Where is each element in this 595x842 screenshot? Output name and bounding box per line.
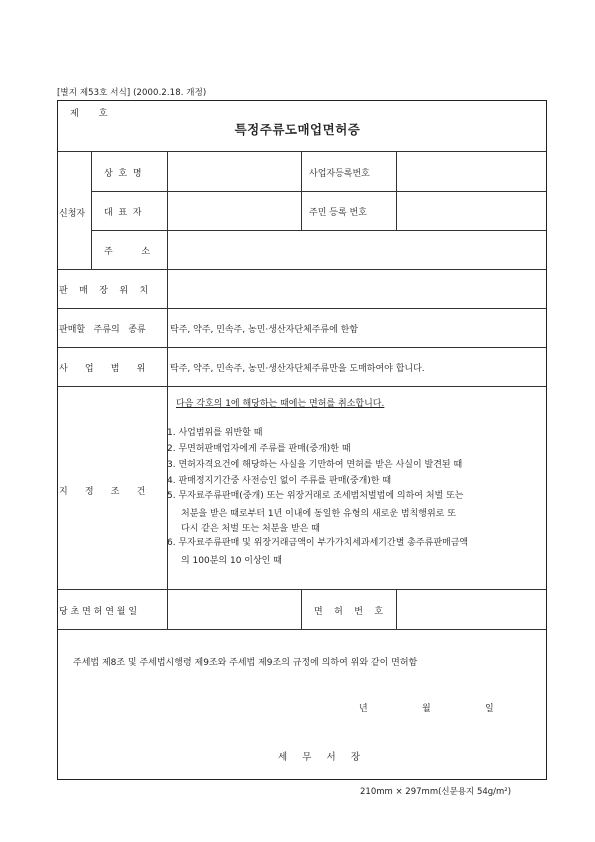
page-title: 특정주류도매업면허증 xyxy=(234,122,361,137)
legal-text: 주세법 제8조 및 주세법시행령 제9조와 주세법 제9조의 규정에 의하여 위와 같이 면허함 xyxy=(73,658,418,668)
initial-license-date-label: 당 초 면 허 연 월 일 xyxy=(59,607,138,617)
condition-item: 6. 무자료주류판매 및 위장거래금액이 부가가치세과세기간별 총주류판매금액 xyxy=(167,538,469,548)
paper-spec-footer: 210mm × 297mm(신문용지 54g/m²) xyxy=(360,787,512,797)
issuing-authority: 세 무 서 장 xyxy=(278,752,361,763)
conditions-intro: 다음 각호의 1에 해당하는 때에는 면허를 취소합니다. xyxy=(176,399,385,409)
date-month-label: 월 xyxy=(422,704,431,714)
representative-label: 대 표 자 xyxy=(104,208,142,218)
business-scope-value: 탁주, 약주, 민속주, 농민·생산자단체주류만을 도매하여야 합니다. xyxy=(170,364,425,374)
doc-number-label: 제 호 xyxy=(70,109,108,119)
date-day-label: 일 xyxy=(485,704,494,714)
conditions-label: 지 정 조 건 xyxy=(59,487,146,497)
business-reg-no-label: 사업자등록번호 xyxy=(309,169,370,179)
applicant-group-label: 신청자 xyxy=(59,209,86,219)
condition-item-cont: 처분을 받은 때로부터 1년 이내에 동일한 유형의 새로운 범칙행위로 또 xyxy=(181,509,456,519)
condition-item-cont: 의 100분의 10 이상인 때 xyxy=(181,556,282,566)
liquor-types-label: 판매할 주류의 종류 xyxy=(59,325,146,335)
business-name-label: 상 호 명 xyxy=(104,169,142,179)
license-number-label: 면 허 번 호 xyxy=(314,607,384,617)
condition-item: 4. 판매정지기간중 사전승인 없이 주류를 판매(중개)한 때 xyxy=(167,476,392,486)
condition-item: 5. 무자료주류판매(중개) 또는 위장거래로 조세범처벌법에 의하여 처벌 또는 xyxy=(167,491,464,501)
condition-item: 2. 무면허판매업자에게 주류를 판매(중개)한 때 xyxy=(167,444,351,454)
address-label: 주 소 xyxy=(104,247,150,257)
date-year-label: 년 xyxy=(359,704,368,714)
sales-location-label: 판 매 장 위 치 xyxy=(59,286,149,296)
liquor-types-value: 탁주, 약주, 민속주, 농민·생산자단체주류에 한함 xyxy=(170,325,359,335)
condition-item: 3. 면허자격요건에 해당하는 사실을 기만하여 면허를 받은 사실이 발견된 때 xyxy=(167,460,463,470)
form-header: [별지 제53호 서식] (2000.2.18. 개정) xyxy=(57,88,207,98)
condition-item: 1. 사업범위를 위반할 때 xyxy=(167,428,263,438)
condition-item-cont: 다시 같은 처벌 또는 처분을 받은 때 xyxy=(181,524,320,534)
resident-reg-no-label: 주민 등록 번호 xyxy=(309,208,367,218)
form-frame xyxy=(57,100,547,780)
business-scope-label: 사 업 범 위 xyxy=(59,364,146,374)
